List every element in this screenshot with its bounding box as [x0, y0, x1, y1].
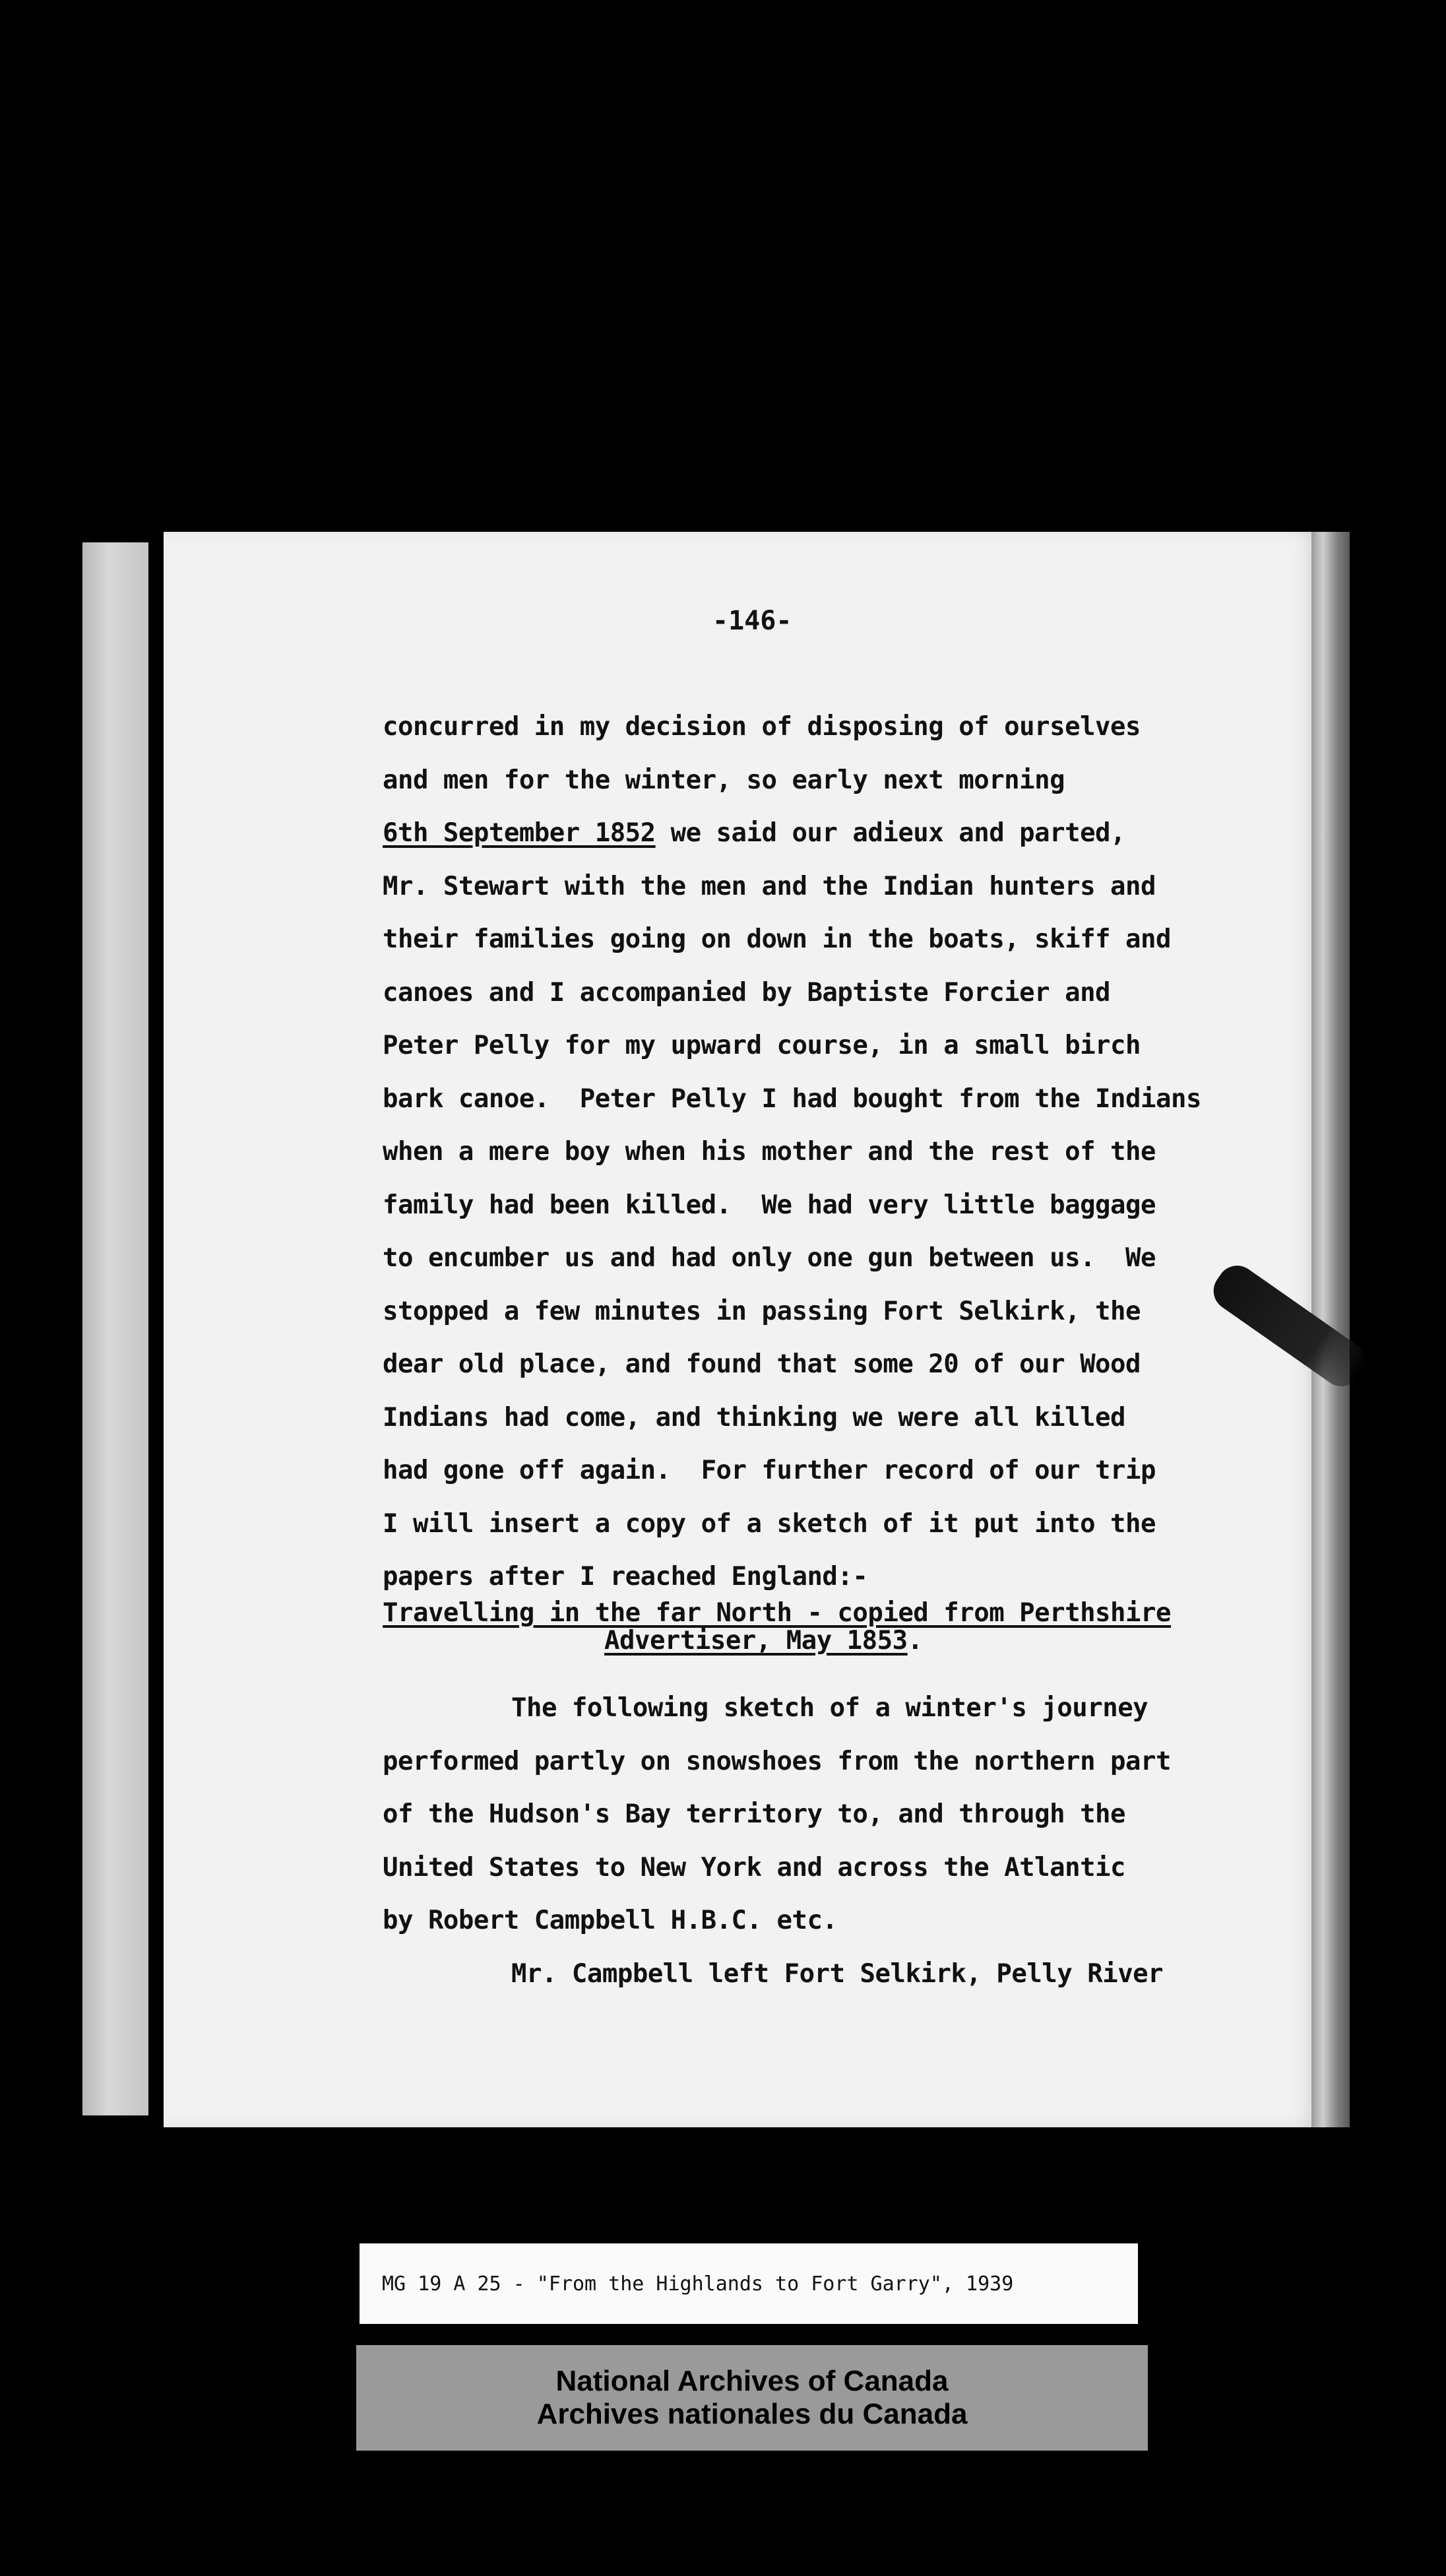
- heading-line-2-period: .: [907, 1626, 923, 1656]
- typed-body-text-2: [383, 1681, 1306, 2000]
- heading-line-2: [383, 1627, 1171, 1655]
- text-line: family had been killed. We had very little baggage: [383, 1190, 1156, 1220]
- text-line: stopped a few minutes in passing Fort Selkirk, the: [383, 1296, 1141, 1326]
- page-number: -146-: [712, 606, 792, 636]
- text-line: Indians had come, and thinking we were all killed: [383, 1402, 1126, 1433]
- text-line: Mr. Campbell left Fort Selkirk, Pelly River: [511, 1958, 1164, 1989]
- text-line: by Robert Campbell H.B.C. etc.: [383, 1906, 838, 1935]
- text-line: concurred in my decision of disposing of ourselves: [383, 712, 1141, 742]
- text-line: The following sketch of a winter's journey: [511, 1693, 1148, 1723]
- text-line: dear old place, and found that some 20 of our Wood: [383, 1349, 1141, 1379]
- heading-line-2-text: Advertiser, May 1853: [604, 1626, 908, 1656]
- text-line: United States to New York and across the Atlantic: [383, 1852, 1126, 1883]
- text-line: and men for the winter, so early next morning: [383, 765, 1065, 795]
- archive-reference-label: [360, 2243, 1138, 2324]
- text-line: performed partly on snowshoes from the northern part: [383, 1746, 1171, 1776]
- text-line: [383, 807, 1306, 860]
- text-line: when a mere boy when his mother and the rest of the: [383, 1137, 1156, 1167]
- text-line: bark canoe. Peter Pelly I had bought from the Indians: [383, 1083, 1201, 1114]
- text-line: canoes and I accompanied by Baptiste Forcier and: [383, 977, 1111, 1008]
- section-heading: [383, 1599, 1171, 1655]
- archive-stamp: [356, 2345, 1148, 2451]
- text-line: of the Hudson's Bay territory to, and through the: [383, 1799, 1126, 1829]
- text-line: Peter Pelly for my upward course, in a small birch: [383, 1031, 1141, 1060]
- film-strip-edge: [82, 542, 148, 2115]
- text-line: Mr. Stewart with the men and the Indian hunters and: [383, 871, 1156, 901]
- archive-name-fr: Archives nationales du Canada: [536, 2398, 968, 2430]
- text-line: I will insert a copy of a sketch of it put into the: [383, 1508, 1156, 1539]
- text-line: had gone off again. For further record of our trip: [383, 1456, 1156, 1485]
- archive-name-en: National Archives of Canada: [555, 2365, 949, 2397]
- text-line: their families going on down in the boats, skiff and: [383, 924, 1171, 954]
- text-line: to encumber us and had only one gun between us. We: [383, 1243, 1156, 1273]
- text-line: papers after I reached England:-: [383, 1562, 868, 1592]
- archive-reference-text: MG 19 A 25 - "From the Highlands to Fort Garry", 1939: [382, 2272, 1014, 2296]
- heading-line-1: Travelling in the far North - copied from Perthshire: [383, 1598, 1171, 1628]
- text-line-rest: we said our adieux and parted,: [655, 818, 1126, 848]
- typed-body-text: [383, 701, 1306, 1604]
- underlined-date: 6th September 1852: [383, 818, 656, 848]
